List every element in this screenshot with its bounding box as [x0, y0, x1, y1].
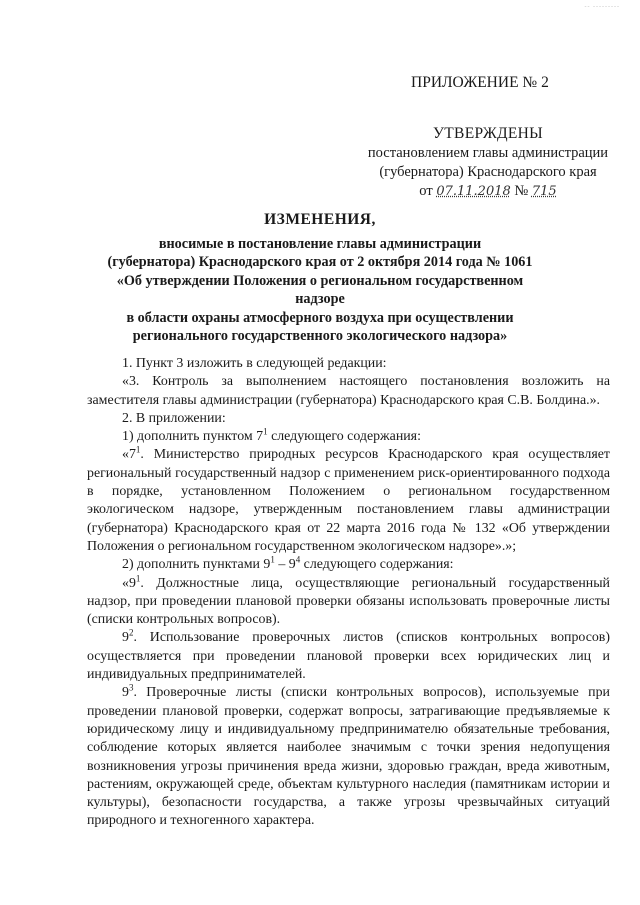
paragraph-9-lead: 9	[122, 685, 129, 701]
document-heading	[95, 211, 545, 346]
document-body	[87, 355, 610, 831]
heading-title: ИЗМЕНЕНИЯ,	[264, 211, 376, 228]
number-prefix: №	[514, 183, 529, 199]
paragraph-4-text: 1) дополнить пунктом 7	[122, 429, 264, 445]
approval-stamp-block	[360, 124, 616, 201]
paragraph-5	[87, 446, 610, 556]
date-prefix: от	[419, 183, 433, 199]
superscript: 1	[135, 572, 141, 583]
paragraph-6-tail: следующего содержания:	[300, 557, 454, 573]
paragraph-7-lead: «9	[122, 575, 136, 591]
superscript: 4	[295, 554, 301, 565]
paragraph-8-text: . Использование проверочных листов (списков контрольных вопросов) осуществляется при проведении плановой проверки всех юридических лиц и индивидуальных предпринимателей.	[87, 630, 610, 683]
paragraph-6-dash: – 9	[274, 557, 296, 573]
heading-line-1: вносимые в постановление главы администрации	[158, 235, 482, 252]
paragraph-6-text: 2) дополнить пунктами 9	[122, 557, 271, 573]
corner-scan-mark: -- ---------	[584, 4, 620, 10]
paragraph-2: «3. Контроль за выполнением настоящего постановления возложить на заместителя главы администрации (губернатора) Краснодарского края С.В. Болдина.».	[87, 374, 610, 408]
approval-date-line	[360, 182, 616, 201]
paragraph-8	[87, 629, 610, 684]
superscript: 2	[128, 627, 134, 638]
paragraph-5-text: . Министерство природных ресурсов Краснодарского края осуществляет региональный государственный надзор с применением риск-ориентированного подхода в порядке, установленном Положением о региональном государственном экологическом надзоре, утвержденным постановлением главы администрации (губернатора) Краснодарского края от 22 марта 2016 года № 132 «Об утверждении Положения о региональном государственном экологическом надзоре».»;	[87, 447, 610, 554]
superscript: 1	[135, 444, 141, 455]
heading-line-2: (губернатора) Краснодарского края от 2 октября 2014 года № 1061	[107, 254, 533, 270]
paragraph-3: 2. В приложении:	[122, 410, 226, 426]
paragraph-5-lead: «7	[122, 447, 136, 463]
paragraph-9-text: . Проверочные листы (списки контрольных вопросов), используемые при проведении плановой проверки, содержат вопросы, затрагивающие предъявляемые к юридическому лицу и индивидуальному предпринимателю обязательные требования, соблюдение которых является наиболее значимым с точки зрения недопущения возникновения угрозы причинения вреда жизни, здоровью граждан, вреда животным, растениям, окружающей среде, объектам культурного наследия (памятникам истории и культуры), безопасности государства, а также угрозы чрезвычайных ситуаций природного и техногенного характера.	[87, 685, 610, 829]
paragraph-6	[87, 556, 610, 574]
approved-line-1: постановлением главы администрации	[367, 145, 609, 161]
paragraph-8-lead: 9	[122, 630, 129, 646]
handwritten-date: 07.11.2018	[436, 184, 511, 199]
annex-label: ПРИЛОЖЕНИЕ № 2	[411, 74, 549, 91]
superscript: 1	[263, 426, 268, 437]
heading-line-5: регионального государственного экологического надзора»	[132, 328, 508, 344]
approved-line-2: (губернатора) Краснодарского края	[379, 164, 597, 180]
heading-line-3: «Об утверждении Положения о региональном государственном надзоре	[116, 272, 524, 307]
paragraph-7-text: . Должностные лица, осуществляющие региональный государственный надзор, при проведении плановой проверки обязаны использовать проверочные листы (списки контрольных вопросов).	[87, 575, 610, 628]
superscript: 3	[128, 682, 134, 693]
paragraph-4-tail: следующего содержания:	[267, 429, 421, 445]
superscript: 1	[270, 554, 275, 565]
approved-title: УТВЕРЖДЕНЫ	[433, 125, 543, 142]
paragraph-4	[87, 428, 610, 446]
heading-line-4: в области охраны атмосферного воздуха при осуществлении	[126, 309, 514, 326]
handwritten-number: 715	[531, 184, 557, 199]
paragraph-9	[87, 684, 610, 830]
paragraph-7	[87, 572, 610, 630]
paragraph-1: 1. Пункт 3 изложить в следующей редакции:	[122, 356, 387, 371]
